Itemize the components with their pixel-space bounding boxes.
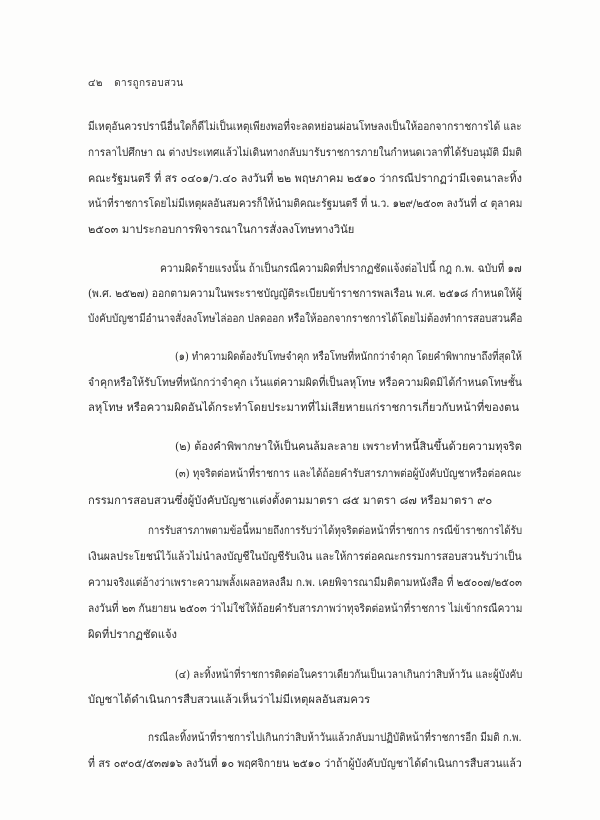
body-line: ผิดที่ปรากฏชัดแจ้ง [88, 628, 177, 641]
body-line: (พ.ศ. ๒๕๒๗) ออกตามความในพระราชบัญญัติระเบียบข้าราชการพลเรือน พ.ศ. ๒๕๑๘ กำหนดให้ผู้ [88, 287, 522, 300]
body-line: (๑) ทำความผิดต้องรับโทษจำคุก หรือโทษที่หนักกว่าจำคุก โดยคำพิพากษาถึงที่สุดให้ [175, 350, 522, 363]
body-line: ความผิดร้ายแรงนั้น ถ้าเป็นกรณีความผิดที่ปรากฏชัดแจ้งต่อไปนี้ กฎ ก.พ. ฉบับที่ ๑๗ [160, 262, 522, 275]
body-line: ลงวันที่ ๒๓ กันยายน ๒๕๐๓ ว่าไม่ใช่ให้ถ้อยคำรับสารภาพว่าทุจริตต่อหน้าที่ราชการ ไม่เข้ากรณีความ [88, 602, 523, 615]
body-line: ที่ สร ๐๙๐๕/๕๓๗๑๖ ลงวันที่ ๑๐ พฤศจิกายน ๒๕๑๐ ว่าถ้าผู้บังคับบัญชาได้ดำเนินการสืบสวนแล้ว [88, 757, 522, 770]
body-line: คณะรัฐมนตรี ที่ สร ๐๔๐๑/ว.๔๐ ลงวันที่ ๒๒ พฤษภาคม ๒๕๑๐ ว่ากรณีปรากฏว่ามีเจตนาละทิ้ง [88, 172, 522, 185]
body-line: ความจริงแต่อ้างว่าเพราะความพลั้งเผลอหลงลืม ก.พ. เคยพิจารณามีมติตามหนังสือ ที่ ๒๕๐๐๗/๒๕๐๓ [88, 576, 522, 589]
page-number: ๔๒ [88, 78, 103, 89]
body-line: (๒) ต้องคำพิพากษาให้เป็นคนล้มละลาย เพราะทำหนี้สินขึ้นด้วยความทุจริต [175, 440, 522, 453]
body-line: การลาไปศึกษา ณ ต่างประเทศแล้วไม่เดินทางกลับมารับราชการภายในกำหนดเวลาที่ได้รับอนุมัติ มีมติ [88, 146, 522, 159]
body-line: บังคับบัญชามีอำนาจสั่งลงโทษไล่ออก ปลดออก หรือให้ออกจากราชการได้โดยไม่ต้องทำการสอบสวนคือ [88, 312, 523, 325]
body-line: (๓) ทุจริตต่อหน้าที่ราชการ และได้ถ้อยคำรับสารภาพต่อผู้บังคับบัญชาหรือต่อคณะ [175, 467, 522, 480]
body-line: หน้าที่ราชการโดยไม่มีเหตุผลอันสมควรก็ให้นำมติคณะรัฐมนตรี ที่ น.ว. ๑๒๙/๒๕๐๓ ลงวันที่ ๔ ตุลาคม [88, 197, 523, 210]
body-line: บัญชาได้ดำเนินการสืบสวนแล้วเห็นว่าไม่มีเหตุผลอันสมควร [88, 693, 371, 706]
body-line: กรณีละทิ้งหน้าที่ราชการไปเกินกว่าสิบห้าวันแล้วกลับมาปฏิบัติหน้าที่ราชการอีก มีมติ ก.พ. [148, 731, 522, 744]
page-header [88, 76, 183, 91]
body-line: การรับสารภาพตามข้อนี้หมายถึงการรับว่าได้ทุจริตต่อหน้าที่ราชการ กรณีข้าราชการได้รับ [148, 524, 523, 537]
body-line: กรรมการสอบสวนซึ่งผู้บังคับบัญชาแต่งตั้งตามมาตรา ๘๕ มาตรา ๘๗ หรือมาตรา ๙๐ [88, 494, 493, 507]
body-line: เงินผลประโยชน์ไว้แล้วไม่นำลงบัญชีในบัญชีรับเงิน และให้การต่อคณะกรรมการสอบสวนรับว่าเป็น [88, 550, 522, 563]
running-title: ดารถูกรอบสวน [114, 78, 184, 89]
body-line: จำคุกหรือให้รับโทษที่หนักกว่าจำคุก เว้นแต่ความผิดที่เป็นลหุโทษ หรือความผิดมิได้กำหนดโทษชั้น [88, 376, 522, 389]
body-line: ลหุโทษ หรือความผิดอันได้กระทำโดยประมาทที่ไม่เสียหายแก่ราชการเกี่ยวกับหน้าที่ของตน [88, 401, 520, 414]
body-line: มีเหตุอันควรปรานีอื่นใดก็ดีไม่เป็นเหตุเพียงพอที่จะลดหย่อนผ่อนโทษลงเป็นให้ออกจากราชการได้ และ [88, 120, 522, 133]
body-line: ๒๕๐๓ มาประกอบการพิจารณาในการสั่งลงโทษทางวินัย [88, 223, 355, 236]
body-line: (๔) ละทิ้งหน้าที่ราชการติดต่อในคราวเดียวกันเป็นเวลาเกินกว่าสิบห้าวัน และผู้บังคับ [175, 668, 523, 681]
